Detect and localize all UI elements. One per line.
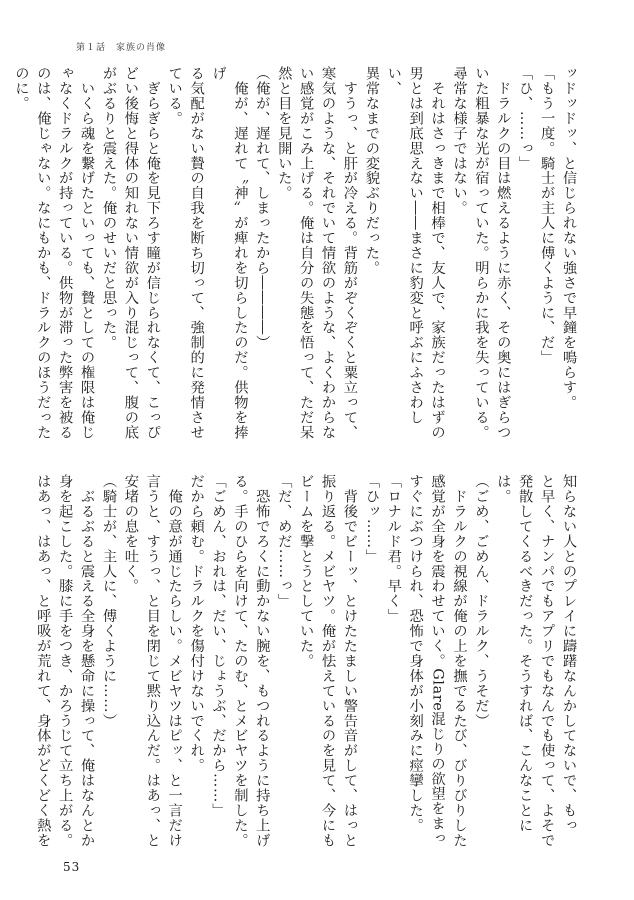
text-line: どい後悔と得体の知れない情欲が入り混じって、腹の底 [122,66,139,440]
text-line: （ごめ、ごめん、ドラルク、うそだ） [473,474,490,729]
text-line: （騎士が、主人に、傅くように……） [100,474,117,729]
text-line: 「ごめん、おれは、だい、じょうぶ、だから……」 [210,474,227,818]
text-line: のに。 [13,66,30,111]
text-line: 発散してくるべきだった。そうすれば、こんなことには。 [495,474,534,833]
text-line: 「ひッ……」 [363,474,380,564]
text-line: 身を起こした。膝に手をつき、かろうじて立ち上がる。 [57,474,74,848]
text-line: 然と目を見開いた。 [276,66,293,201]
text-line: ドラルクの視線が俺の上を撫でるたび、びりびりした [451,474,468,848]
text-line: すぐにぶつけられ、恐怖で身体が小刻みに痙攣した。 [407,474,424,833]
text-line: 「だ、めだ……っ」 [276,474,293,609]
text-line: ぶるぶると震える全身を懸命に操って、俺はなんとか [79,474,96,848]
text-line: 俺の意が通じたらしい。メビヤツはピッ、と一言だけ [166,474,183,848]
text-line: ッドッドッ、と信じられない強さで早鐘を鳴らす。 [561,66,577,410]
text-line: 知らない人とのプレイに躊躇なんかしてないで、もっ [561,474,577,833]
page-number: 53 [63,860,81,874]
text-line: 安堵の息を吐く。 [122,474,139,594]
text-line: ドラルクの目は燃えるように赤く、その奥にはぎらつ [495,66,512,440]
text-line: （俺が、遅れて、しまったから――――） [254,66,271,351]
text-line: いくら魂を繋げたといっても、贄としての権限は俺じ [79,66,96,440]
text-line: がぶるりと震えた。俺のせいだと思った。 [100,66,117,351]
text-line: 尋常な様子ではない。 [451,66,468,216]
text-line: ゃなくドラルクが持っている。供物が滞った弊害を被る [57,66,74,440]
text-line: 「ロナルド君。早く」 [385,474,402,624]
lower-text-block [35,474,579,857]
text-line: 寒気のような、それでいて情欲のような、よくわからな [320,66,337,440]
text-line: と早く、ナンパでもアプリでもなんでも使って、よそで [539,474,556,848]
text-line: 恐怖でろくに動かない腕を、もつれるように持ち上げ [254,474,271,848]
text-line: ぎらぎらと俺を見下ろす瞳が信じられなくて、こっぴ [144,66,161,440]
text-line: のは、俺じゃない。なにもかも、ドラルクのほうだった [35,66,52,440]
upper-text-block [13,66,579,449]
text-line: 振り返る。メビヤツ。俺が怯えているのを見て、今にも [320,474,337,848]
text-line: すうっ、と肝が冷える。背筋がぞくぞくと粟立って、 [341,66,358,440]
text-line: 背後でビーッ、とけたたましい警告音がして、はっと [341,474,358,848]
text-line: だから頼む。ドラルクを傷付けないでくれ。 [188,474,205,773]
text-line: 「もう一度。騎士が主人に傅くように、だ」 [539,66,556,365]
running-head: 第１話 家族の肖像 [76,43,167,53]
text-line: 「ひ、……っ」 [517,66,534,171]
text-line: る。手のひらを向けて、たのむ、とメビヤツを制した。 [232,474,249,848]
text-line: 男とは到底思えない――まさに豹変と呼ぶにふさわしい、 [385,66,424,425]
text-line: それはさっきまで相棒で、友人で、家族だったはずの [429,66,446,440]
text-line: 感覚が全身を震わせていく。Glare混じりの欲望をまっ [429,474,446,846]
text-line: ビームを撃とうとしていた。 [298,474,315,669]
text-line: 言うと、すうっ、と目を閉じて黙り込んだ。はあっ、と [144,474,161,848]
text-line: る気配がない贄の自我を断ち切って、強制的に発情させ [188,66,205,440]
text-line: 俺が、遅れて〝神〟が痺れを切らしたのだ。供物を捧げ [210,66,249,440]
text-line: はあっ、はあっ、と呼吸が荒れて、身体がどくどく熱を [35,474,52,848]
text-line: い感覚がこみ上げる。俺は自分の失態を悟って、ただ呆 [298,66,315,440]
text-line: いた粗暴な光が宿っていた。明らかに我を失っている。 [473,66,490,440]
text-line: ている。 [166,66,183,126]
text-line: 異常なまでの変貌ぶりだった。 [363,66,380,276]
